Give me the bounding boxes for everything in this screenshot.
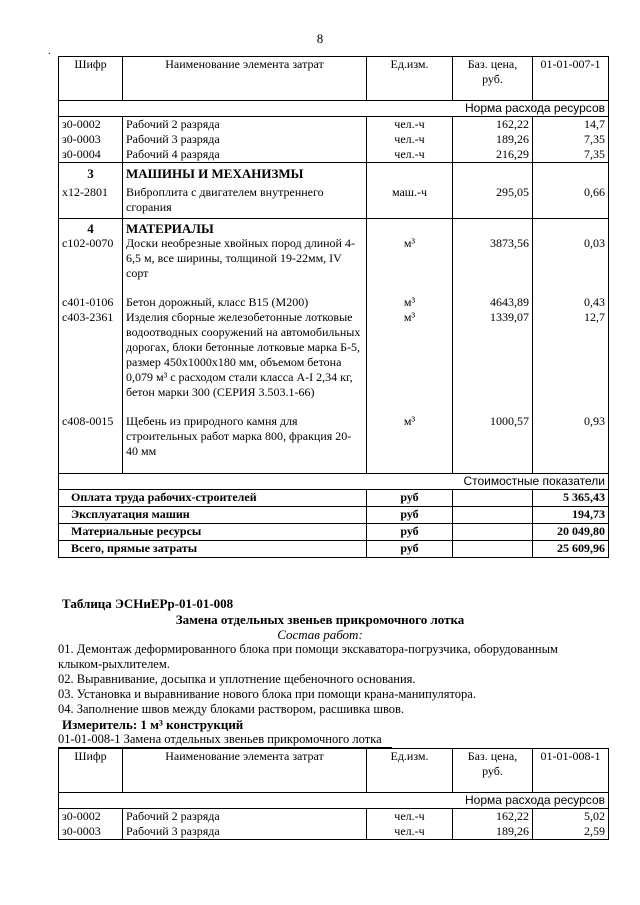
cell-unit: чел.-ч xyxy=(367,132,453,147)
cell-name: Доски необрезные хвойных пород длиной 4-6,5 м, все ширины, толщиной 19-22мм, IV сорт xyxy=(123,236,367,295)
resource-table-2 xyxy=(58,748,609,840)
cell-name: Виброплита с двигателем внутреннего сгорания xyxy=(123,181,367,219)
cell-name: Изделия сборные железобетонные лотковые водоотводных сооружений на автомобильных дорогах, блоки бетонные лотковые марка Б-5, размер 450х1000х180 мм, объемом бетона 0,079 м³ с расходом стали класса А-I 2,34 кг, бетон марки 300 (СЕРИЯ 3.503.1-66) xyxy=(123,310,367,414)
table-row xyxy=(59,117,609,133)
section-number: 4 xyxy=(59,219,123,237)
cell-code: х12-2801 xyxy=(59,181,123,219)
section-title: МАТЕРИАЛЫ xyxy=(123,219,367,237)
cell-norm: 0,93 xyxy=(533,414,609,474)
work-step: 01. Демонтаж деформированного блока при помощи экскаватора-погрузчика, оборудованным клыком-рыхлителем. xyxy=(58,642,558,671)
cell-unit: маш.-ч xyxy=(367,181,453,219)
table-row xyxy=(59,236,609,295)
table-row xyxy=(59,310,609,414)
header-unit: Ед.изм. xyxy=(367,749,453,793)
header-norm: 01-01-008-1 xyxy=(533,749,609,793)
work-step: 02. Выравнивание, досыпка и уплотнение щебеночного основания. xyxy=(58,672,416,686)
norm-caption-row xyxy=(59,793,609,809)
summary-value: 25 609,96 xyxy=(533,541,609,558)
section-header-row xyxy=(59,219,609,237)
summary-unit: руб xyxy=(367,490,453,507)
cell-unit: м³ xyxy=(367,310,453,414)
table-row xyxy=(59,295,609,310)
cell-norm: 0,66 xyxy=(533,181,609,219)
cell-price: 189,26 xyxy=(453,132,533,147)
cell-code: з0-0003 xyxy=(59,132,123,147)
section-header-row xyxy=(59,163,609,182)
table-subtitle: Замена отдельных звеньев прикромочного лотка xyxy=(175,612,465,627)
cell-norm: 7,35 xyxy=(533,132,609,147)
cell-code: с102-0070 xyxy=(59,236,123,295)
cell-unit: м³ xyxy=(367,414,453,474)
table-header-row xyxy=(59,57,609,101)
cell-price: 3873,56 xyxy=(453,236,533,295)
table-row xyxy=(59,414,609,474)
cell-code: з0-0002 xyxy=(59,117,123,133)
cost-caption: Стоимостные показатели xyxy=(59,474,609,490)
code-line: 01-01-008-1 Замена отдельных звеньев прикромочного лотка xyxy=(58,732,382,746)
cost-caption-row xyxy=(59,474,609,490)
summary-label: Эксплуатация машин xyxy=(59,507,367,524)
cell-code: с403-2361 xyxy=(59,310,123,414)
summary-unit: руб xyxy=(367,524,453,541)
resource-table-1 xyxy=(58,56,609,558)
cell-price: 295,05 xyxy=(453,181,533,219)
cell-code: з0-0003 xyxy=(59,824,123,840)
norm-caption: Норма расхода ресурсов xyxy=(59,101,609,117)
cell-price: 1000,57 xyxy=(453,414,533,474)
cell-unit: чел.-ч xyxy=(367,147,453,163)
cell-norm: 2,59 xyxy=(533,824,609,840)
cell-unit: чел.-ч xyxy=(367,117,453,133)
summary-row xyxy=(59,490,609,507)
table-row xyxy=(59,809,609,825)
header-unit: Ед.изм. xyxy=(367,57,453,101)
table-row xyxy=(59,181,609,219)
summary-label: Всего, прямые затраты xyxy=(59,541,367,558)
section-title: МАШИНЫ И МЕХАНИЗМЫ xyxy=(123,163,367,182)
cell-name: Рабочий 3 разряда xyxy=(123,824,367,840)
cell-code: з0-0002 xyxy=(59,809,123,825)
cell-price: 189,26 xyxy=(453,824,533,840)
works-heading: Состав работ: xyxy=(277,627,363,642)
summary-unit: руб xyxy=(367,507,453,524)
cell-code: с408-0015 xyxy=(59,414,123,474)
cell-norm: 14,7 xyxy=(533,117,609,133)
cell-price: 4643,89 xyxy=(453,295,533,310)
cell-name: Рабочий 2 разряда xyxy=(123,117,367,133)
cell-norm: 5,02 xyxy=(533,809,609,825)
cell-code: с401-0106 xyxy=(59,295,123,310)
cell-price: 162,22 xyxy=(453,117,533,133)
cell-code: з0-0004 xyxy=(59,147,123,163)
cell-unit: м³ xyxy=(367,236,453,295)
work-step: 03. Установка и выравнивание нового блока при помощи крана-манипулятора. xyxy=(58,687,476,701)
header-name: Наименование элемента затрат xyxy=(123,57,367,101)
cell-norm: 7,35 xyxy=(533,147,609,163)
cell-name: Рабочий 2 разряда xyxy=(123,809,367,825)
summary-label: Материальные ресурсы xyxy=(59,524,367,541)
cell-price: 1339,07 xyxy=(453,310,533,414)
norm-caption: Норма расхода ресурсов xyxy=(59,793,609,809)
cell-unit: чел.-ч xyxy=(367,809,453,825)
cell-name: Щебень из природного камня для строительных работ марка 800, фракция 20-40 мм xyxy=(123,414,367,474)
header-price: Баз. цена, руб. xyxy=(453,57,533,101)
summary-value: 194,73 xyxy=(533,507,609,524)
summary-value: 20 049,80 xyxy=(533,524,609,541)
cell-unit: м³ xyxy=(367,295,453,310)
table-title: Таблица ЭСНиЕРр-01-01-008 xyxy=(62,596,234,611)
table-row xyxy=(59,147,609,163)
cell-price: 162,22 xyxy=(453,809,533,825)
cell-norm: 12,7 xyxy=(533,310,609,414)
page-number: 8 xyxy=(316,31,324,46)
summary-value: 5 365,43 xyxy=(533,490,609,507)
cell-unit: чел.-ч xyxy=(367,824,453,840)
measure-unit: Измеритель: 1 м³ конструкций xyxy=(62,717,244,732)
table-header-row xyxy=(59,749,609,793)
table-row xyxy=(59,132,609,147)
summary-unit: руб xyxy=(367,541,453,558)
header-code: Шифр xyxy=(59,57,123,101)
header-code: Шифр xyxy=(59,749,123,793)
norm-caption-row xyxy=(59,101,609,117)
cell-name: Бетон дорожный, класс В15 (М200) xyxy=(123,295,367,310)
summary-row xyxy=(59,507,609,524)
table-row xyxy=(59,824,609,840)
cell-price: 216,29 xyxy=(453,147,533,163)
corner-mark: . xyxy=(48,46,51,57)
cell-norm: 0,03 xyxy=(533,236,609,295)
section-number: 3 xyxy=(59,163,123,182)
summary-label: Оплата труда рабочих-строителей xyxy=(59,490,367,507)
work-step: 04. Заполнение швов между блоками раствором, расшивка швов. xyxy=(58,702,405,716)
header-name: Наименование элемента затрат xyxy=(123,749,367,793)
header-price: Баз. цена, руб. xyxy=(453,749,533,793)
header-norm: 01-01-007-1 xyxy=(533,57,609,101)
cell-norm: 0,43 xyxy=(533,295,609,310)
cell-name: Рабочий 4 разряда xyxy=(123,147,367,163)
summary-row xyxy=(59,524,609,541)
cell-name: Рабочий 3 разряда xyxy=(123,132,367,147)
summary-row xyxy=(59,541,609,558)
